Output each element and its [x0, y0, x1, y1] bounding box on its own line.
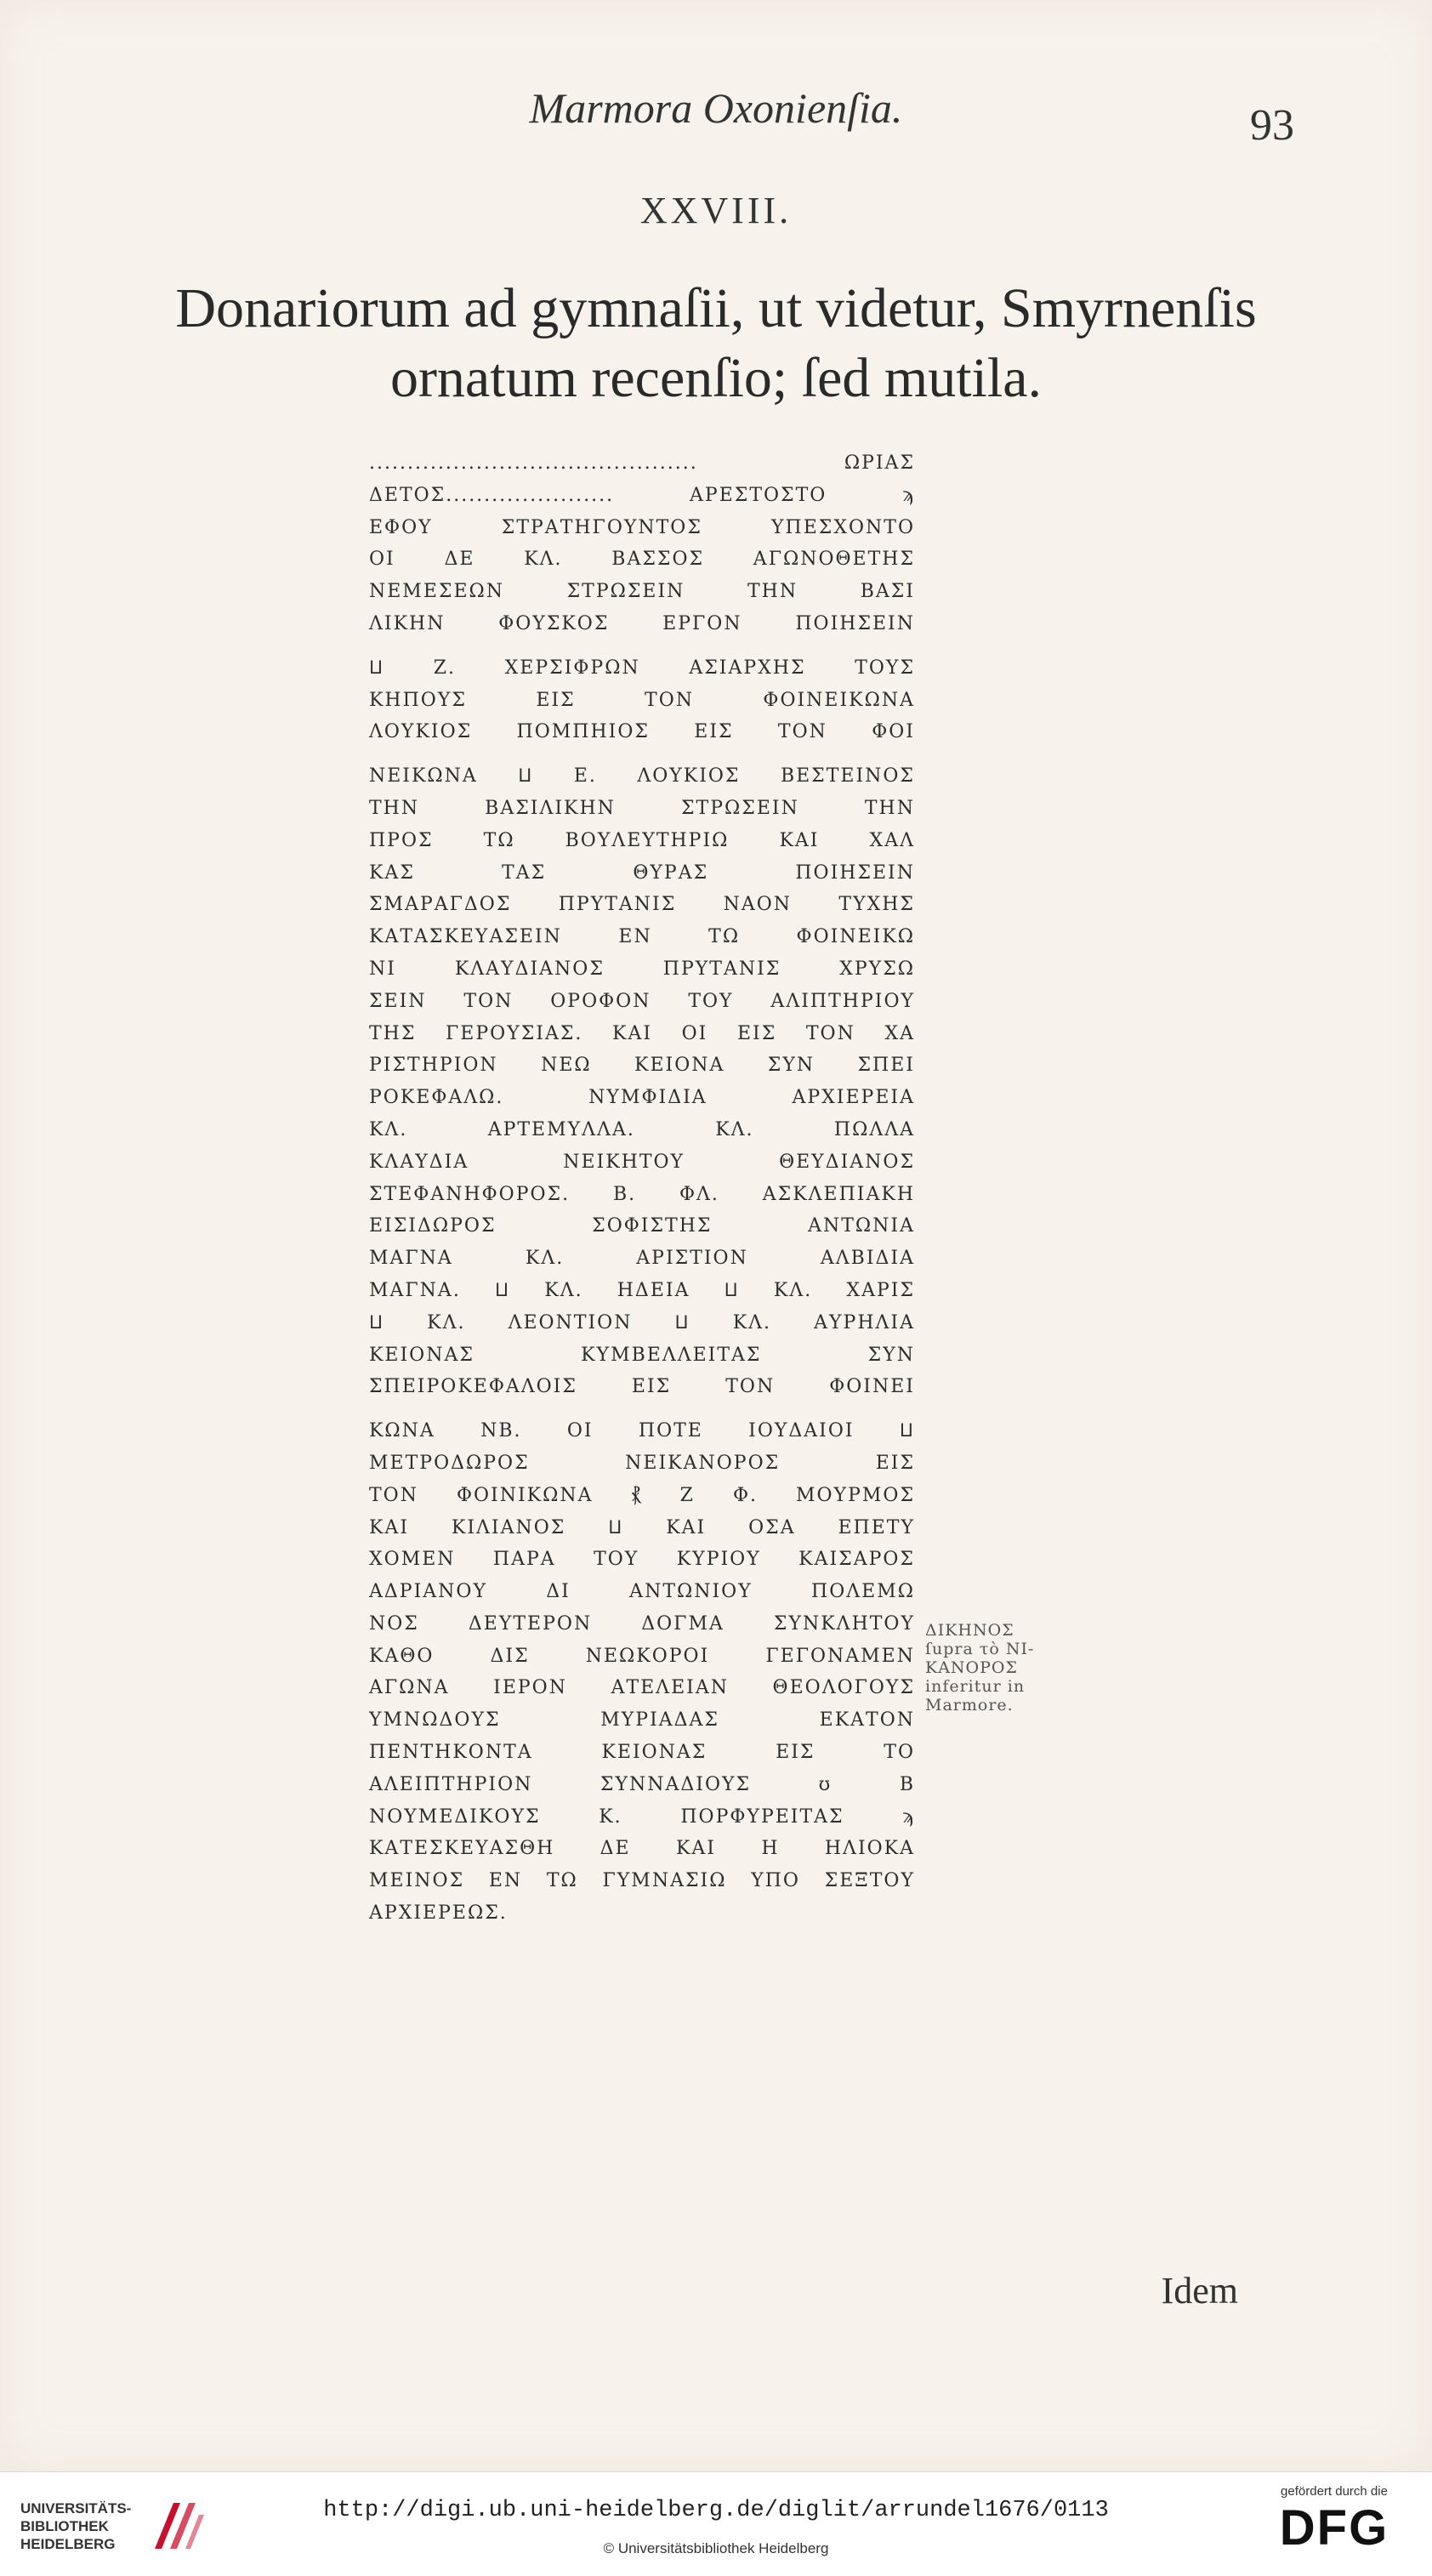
inscription-line: ΣΜΑΡΑΓΔΟΣ ΠΡΥΤΑΝΙΣ ΝΑΟΝ ΤΥΧΗΣ: [369, 894, 915, 916]
inscription-line: ΚΗΠΟΥΣ ΕΙΣ ΤΟΝ ΦΟΙΝΕΙΚΩΝΑ: [369, 689, 915, 711]
inscription-line: ΤΗΣ ΓΕΡΟΥΣΙΑΣ. ΚΑΙ ΟΙ ΕΙΣ ΤΟΝ ΧΑ: [369, 1022, 915, 1044]
inscription-line: ΝΟΣ ΔΕΥΤΕΡΟΝ ΔΟΓΜΑ ΣΥΝΚΛΗΤΟΥ: [369, 1612, 915, 1635]
inscription-line: ΚΑΤΕΣΚΕΥΑΣΘΗ ΔΕ ΚΑΙ Η ΗΛΙΟΚΑ: [369, 1838, 915, 1860]
inscription-line: ΜΑΓΝΑ ΚΛ. ΑΡΙΣΤΙΟΝ ΑΛΒΙΔΙΑ: [369, 1248, 915, 1270]
inscription-line: ΜΕΙΝΟΣ ΕΝ ΤΩ ΓΥΜΝΑΣΙΩ ΥΠΟ ΣΕΞΤΟΥ: [369, 1870, 915, 1892]
inscription-line: ΝΙ ΚΛΑΥΔΙΑΝΟΣ ΠΡΥΤΑΝΙΣ ΧΡΥΣΩ: [369, 958, 915, 980]
inscription-line: ΝΕΜΕΣΕΩΝ ΣΤΡΩΣΕΙΝ ΤΗΝ ΒΑΣΙ: [369, 581, 915, 603]
inscription-line: ΥΜΝΩΔΟΥΣ ΜΥΡΙΑΔΑΣ ΕΚΑΤΟΝ: [369, 1709, 915, 1732]
inscription-line: ΡΟΚΕΦΑΛΩ. ΝΥΜΦΙΔΙΑ ΑΡΧΙΕΡΕΙΑ: [369, 1087, 915, 1109]
inscription-line: ΕΦΟΥ ΣΤΡΑΤΗΓΟΥΝΤΟΣ ΥΠΕΣΧΟΝΤΟ: [369, 516, 915, 538]
inscription-line: ΝΕΙΚΩΝΑ Ⳙ Ε. ΛΟΥΚΙΟΣ ΒΕΣΤΕΙΝΟΣ: [369, 765, 915, 788]
inscription-line: ΠΕΝΤΗΚΟΝΤΑ ΚΕΙΟΝΑΣ ΕΙΣ ΤΟ: [369, 1742, 915, 1764]
institution-line-2: BIBLIOTHEK: [20, 2518, 109, 2534]
inscription-line: ΣΤΕΦΑΝΗΦΟΡΟΣ. Β. ΦΛ. ΑΣΚΛΕΠΙΑΚΗ: [369, 1183, 915, 1205]
inscription-line: ΚΑΣ ΤΑΣ ΘΥΡΑΣ ΠΟΙΗΣΕΙΝ: [369, 862, 915, 884]
inscription-line: ΚΑΘΟ ΔΙΣ ΝΕΩΚΟΡΟΙ ΓΕΓΟΝΑΜΕΝ: [369, 1645, 915, 1667]
inscription-line: ΚΑΤΑΣΚΕΥΑΣΕΙΝ ΕΝ ΤΩ ΦΟΙΝΕΙΚΩ: [369, 926, 915, 948]
inscription-line: ΤΟΝ ΦΟΙΝΙΚΩΝΑ ⳩ Ζ Φ. ΜΟΥΡΜΟΣ: [369, 1484, 915, 1506]
marginal-note-line: Marmore.: [925, 1696, 1014, 1714]
marginal-note-line: inferitur in: [925, 1677, 1026, 1696]
inscription-line: ΚΛ. ΑΡΤΕΜΥΛΛΑ. ΚΛ. ΠΩΛΛΑ: [369, 1118, 915, 1140]
inscription-title: [0, 274, 1432, 413]
inscription-line: Ⳙ ΚΛ. ΛΕΟΝΤΙΟΝ Ⳙ ΚΛ. ΑΥΡΗΛΙΑ: [369, 1311, 915, 1333]
sponsor-caption: gefördert durch die: [1281, 2484, 1388, 2499]
inscription-line: ΜΑΓΝΑ. Ⳙ ΚΛ. ΗΔΕΙΑ Ⳙ ΚΛ. ΧΑΡΙΣ: [369, 1279, 915, 1301]
inscription-line: ΝΟΥΜΕΔΙΚΟΥΣ Κ. ΠΟΡΦΥΡΕΙΤΑΣ ϡ: [369, 1805, 915, 1828]
copyright-notice: © Universitätsbibliothek Heidelberg: [603, 2540, 829, 2556]
inscription-line: ΡΙΣΤΗΡΙΟΝ ΝΕΩ ΚΕΙΟΝΑ ΣΥΝ ΣΠΕΙ: [369, 1055, 915, 1077]
inscription-line: ΣΠΕΙΡΟΚΕΦΑΛΟΙΣ ΕΙΣ ΤΟΝ ΦΟΙΝΕΙ: [369, 1376, 915, 1398]
institution-line-3: HEIDELBERG: [20, 2536, 116, 2552]
dfg-sponsor[interactable]: [1262, 2484, 1406, 2569]
permalink-url[interactable]: http://digi.ub.uni-heidelberg.de/diglit/arrundel1676/0113: [323, 2498, 1109, 2523]
marginal-note-line: ſupra τὸ ΝΙ-: [925, 1640, 1035, 1658]
inscription-line: ΠΡΟΣ ΤΩ ΒΟΥΛΕΥΤΗΡΙΩ ΚΑΙ ΧΑΛ: [369, 829, 915, 851]
inscription-line: Ⳙ Ζ. ΧΕΡΣΙΦΡΩΝ ΑΣΙΑΡΧΗΣ ΤΟΥΣ: [369, 657, 915, 679]
greek-inscription-text: [369, 447, 915, 1930]
institution-line-1: UNIVERSITÄTS-: [20, 2500, 132, 2516]
catchword: Idem: [1161, 2270, 1238, 2312]
inscription-line: ΜΕΤΡΟΔΩΡΟΣ ΝΕΙΚΑΝΟΡΟΣ ΕΙΣ: [369, 1452, 915, 1474]
marginal-note-line: ΔΙΚΗΝΟΣ: [925, 1621, 1014, 1640]
inscription-line: ΔΕΤΟΣ...................... ΑΡΕΣΤΟΣΤΟ ϡ: [369, 484, 915, 506]
running-head: Marmora Oxonienſia.: [529, 84, 903, 132]
viewer-footer: [0, 2471, 1432, 2576]
inscription-line: ........................................... ΩΡΙΑΣ: [369, 452, 915, 474]
inscription-line: ΑΔΡΙΑΝΟΥ ΔΙ ΑΝΤΩΝΙΟΥ ΠΟΛΕΜΩ: [369, 1581, 915, 1603]
title-line-1: Donariorum ad gymnaſii, ut videtur, Smyrnenſis: [175, 277, 1257, 339]
inscription-line: ΑΛΕΙΠΤΗΡΙΟΝ ΣΥΝΝΑΔΙΟΥΣ ʊ Β: [369, 1773, 915, 1795]
inscription-line: ΧΟΜΕΝ ΠΑΡΑ ΤΟΥ ΚΥΡΙΟΥ ΚΑΙΣΑΡΟΣ: [369, 1549, 915, 1571]
inscription-line: ΑΓΩΝΑ ΙΕΡΟΝ ΑΤΕΛΕΙΑΝ ΘΕΟΛΟΓΟΥΣ: [369, 1677, 915, 1699]
inscription-line: ΤΗΝ ΒΑΣΙΛΙΚΗΝ ΣΤΡΩΣΕΙΝ ΤΗΝ: [369, 797, 915, 819]
inscription-line: ΚΕΙΟΝΑΣ ΚΥΜΒΕΛΛΕΙΤΑΣ ΣΥΝ: [369, 1344, 915, 1366]
marginal-note: [925, 1621, 1078, 1714]
inscription-line: ΚΑΙ ΚΙΛΙΑΝΟΣ Ⳙ ΚΑΙ ΟΣΑ ΕΠΕΤΥ: [369, 1516, 915, 1538]
inscription-line: ΛΟΥΚΙΟΣ ΠΟΜΠΗΙΟΣ ΕΙΣ ΤΟΝ ΦΟΙ: [369, 721, 915, 743]
dfg-logo: DFG: [1279, 2500, 1389, 2556]
inscription-line: ΚΛΑΥΔΙΑ ΝΕΙΚΗΤΟΥ ΘΕΥΔΙΑΝΟΣ: [369, 1151, 915, 1173]
marginal-note-line: ΚΑΝΟΡΟΣ: [925, 1658, 1018, 1677]
section-number: XXVIII.: [639, 190, 793, 231]
inscription-line: ΛΙΚΗΝ ΦΟΥΣΚΟΣ ΕΡΓΟΝ ΠΟΙΗΣΕΙΝ: [369, 612, 915, 634]
inscription-line: ΕΙΣΙΔΩΡΟΣ ΣΟΦΙΣΤΗΣ ΑΝΤΩΝΙΑ: [369, 1215, 915, 1237]
page-number: 93: [1250, 101, 1294, 150]
inscription-line: ΑΡΧΙΕΡΕΩΣ.: [369, 1902, 508, 1925]
inscription-line: ΟΙ ΔΕ ΚΛ. ΒΑΣΣΟΣ ΑΓΩΝΟΘΕΤΗΣ: [369, 549, 915, 571]
inscription-line: ΣΕΙΝ ΤΟΝ ΟΡΟΦΟΝ ΤΟΥ ΑΛΙΠΤΗΡΙΟΥ: [369, 990, 915, 1012]
title-line-2: ornatum recenſio; ſed mutila.: [389, 347, 1043, 409]
inscription-line: ΚΩΝΑ ΝΒ. ΟΙ ΠΟΤΕ ΙΟΥΔΑΙΟΙ Ⳙ: [369, 1420, 915, 1442]
